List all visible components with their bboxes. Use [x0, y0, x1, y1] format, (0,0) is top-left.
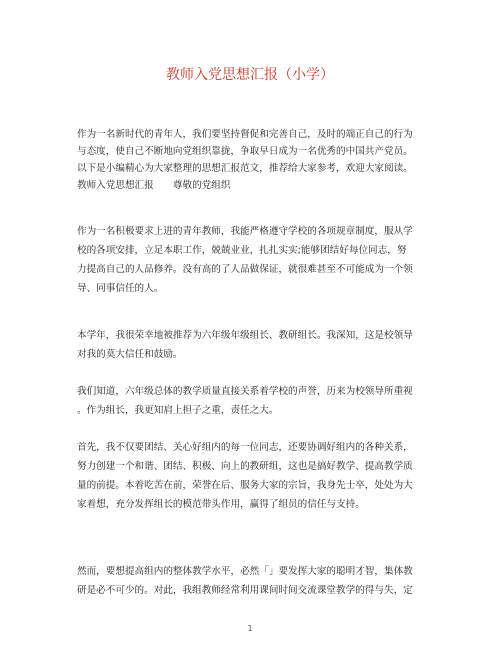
paragraph-2	[77, 222, 429, 298]
text-line: 努力创建一个和谐、团结、积极、向上的教研组，这也是搞好教学、提高教学质	[77, 461, 413, 472]
text-line: 首先，我不仅要团结、关心好组内的每一位同志，还要协调好组内的各种关系，	[77, 442, 413, 453]
paragraph-1	[77, 126, 429, 194]
text-line: 本学年，我很荣幸地被推荐为六年级年级组长、教研组长。我深知，这是校领导	[77, 330, 413, 341]
text-line: 家着想，充分发挥组长的模范带头作用，赢得了组员的信任与支持。	[77, 499, 365, 510]
page-number: 1	[247, 624, 253, 633]
text-line: 量的前提。本着吃苦在前，荣誉在后、服务大家的宗旨，我身先士卒，处处为大	[77, 480, 413, 491]
text-line: 对我的莫大信任和鼓励。	[77, 349, 183, 360]
text-line: 教师入党思想汇报 尊敬的党组织	[77, 180, 231, 191]
text-line: 与态度，使自己不断地向党组织靠拢，争取早日成为一名优秀的中国共产党员。	[77, 146, 413, 157]
text-line: 。作为组长，我更知肩上担子之重，责任之大。	[77, 405, 279, 416]
text-line: 以下是小编精心为大家整理的思想汇报范文，推荐给大家参考，欢迎大家阅读。	[77, 163, 413, 174]
text-line: 导、同事信任的人。	[77, 283, 164, 294]
document-title: 教师入党思想汇报（小学）	[166, 67, 334, 83]
paragraph-5	[77, 438, 429, 514]
text-line: 我们知道，六年级总体的教学质量直接关系着学校的声誉，历来为校领导所重视	[77, 386, 413, 397]
paragraph-6	[77, 562, 429, 600]
text-line: 然而，要想提高组内的整体教学水平，必然「」要发挥大家的聪明才智，集体教	[77, 566, 413, 577]
paragraph-4	[77, 382, 429, 420]
text-line: 研是必不可少的。对此，我组教师经常利用课间时间交流课堂教学的得与失，定	[77, 585, 413, 596]
text-line: 作为一名积极要求上进的青年教师，我能严格遵守学校的各项规章制度，服从学	[77, 226, 413, 237]
text-line: 校的各项安排，立足本职工作，兢兢业业，扎扎实实;能够团结好每位同志，努	[77, 245, 407, 256]
text-line: 作为一名新时代的青年人，我们要坚持督促和完善自己，及时的端正自己的行为	[77, 129, 413, 140]
paragraph-3	[77, 326, 429, 364]
text-line: 力提高自己的人品修养。没有高的了人品做保证，就很难甚至不可能成为一个领	[77, 264, 413, 275]
